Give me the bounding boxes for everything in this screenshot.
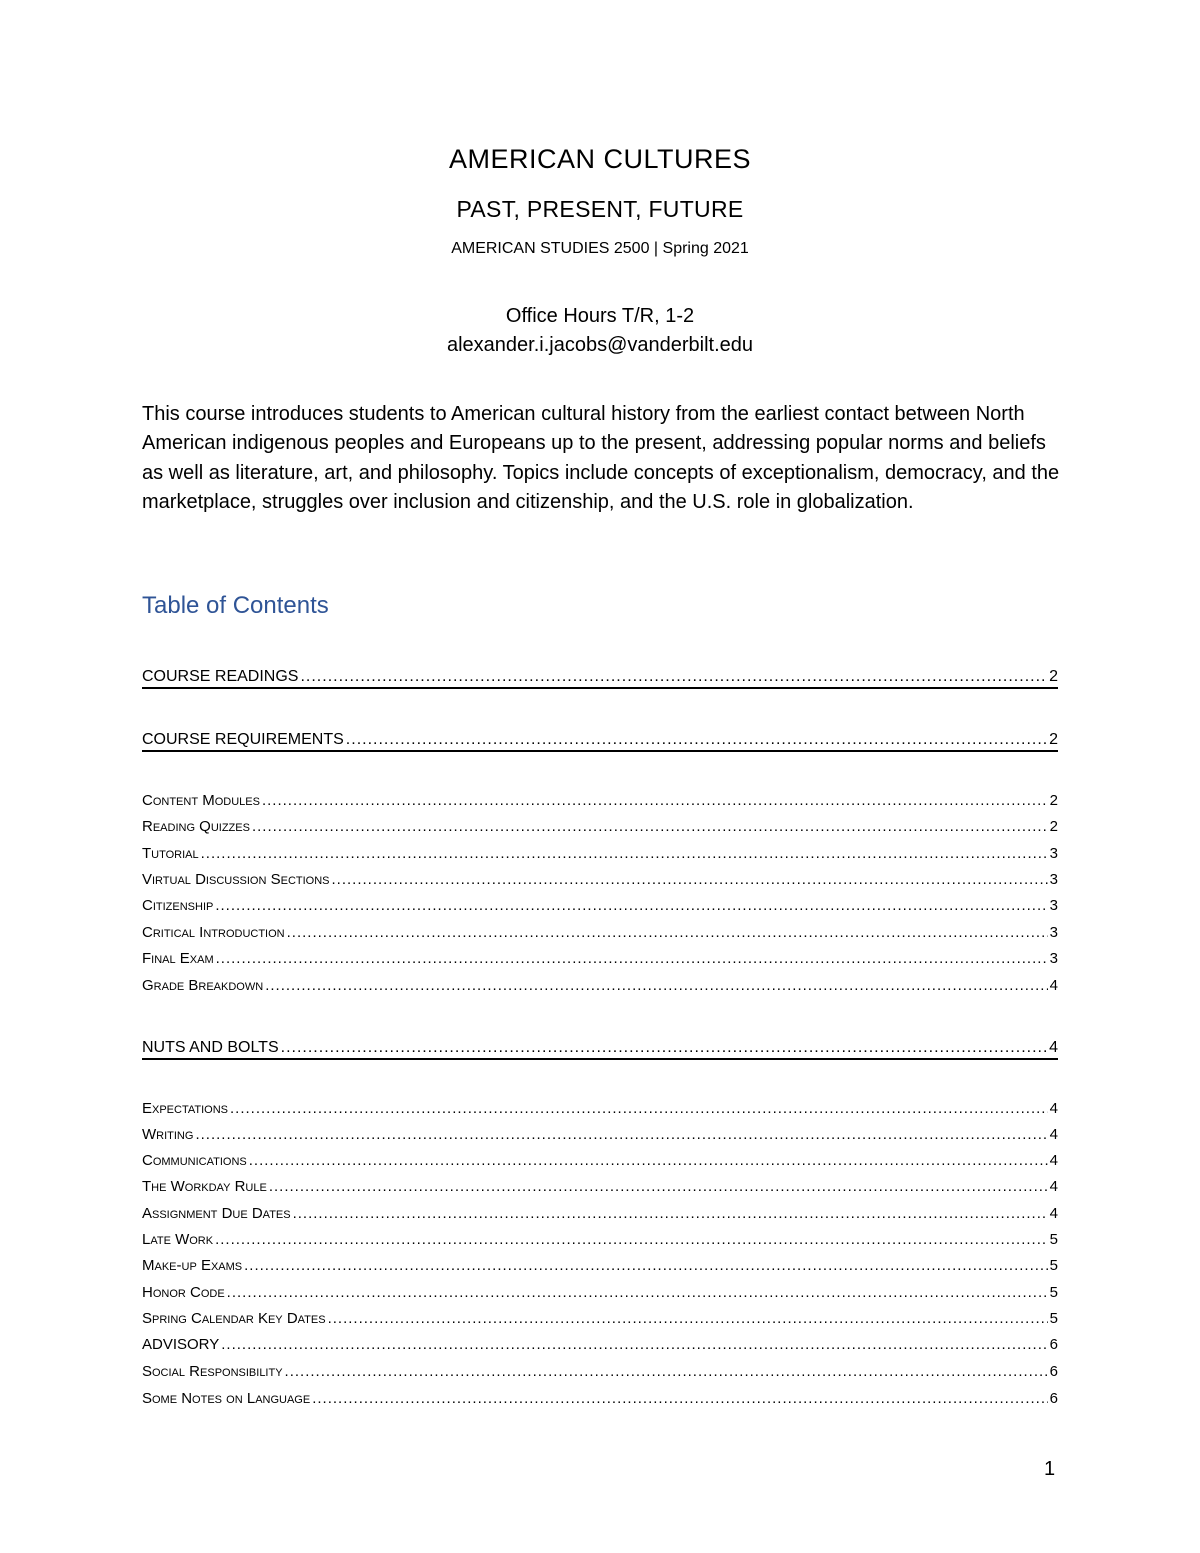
toc-entry-title: COURSE REQUIREMENTS xyxy=(142,731,344,748)
toc-entry[interactable] xyxy=(142,1310,1058,1327)
toc-entry-title: Assignment Due Dates xyxy=(142,1205,291,1222)
toc-entry[interactable] xyxy=(142,1126,1058,1143)
toc-entry-page: 2 xyxy=(1049,668,1058,685)
toc-leader-dots xyxy=(195,1126,1047,1143)
toc-entry-title: ADVISORY xyxy=(142,1336,220,1353)
course-line: AMERICAN STUDIES 2500 | Spring 2021 xyxy=(451,240,749,257)
toc-entry-page: 6 xyxy=(1049,1363,1058,1380)
toc-leader-dots xyxy=(244,1257,1048,1274)
toc-entry[interactable] xyxy=(142,731,1058,752)
toc-leader-dots xyxy=(252,818,1048,835)
toc-entry-title: Writing xyxy=(142,1126,194,1143)
toc-leader-dots xyxy=(312,1390,1047,1407)
toc-entry-page: 3 xyxy=(1049,924,1058,941)
toc-entry-title: Virtual Discussion Sections xyxy=(142,871,330,888)
toc-entry[interactable] xyxy=(142,1100,1058,1117)
toc-entry-page: 3 xyxy=(1049,871,1058,888)
toc-entry-title: Final Exam xyxy=(142,950,214,967)
toc-entry[interactable] xyxy=(142,818,1058,835)
toc-entry-title: Citizenship xyxy=(142,897,214,914)
toc-leader-dots xyxy=(285,1363,1048,1380)
toc-entry-page: 2 xyxy=(1049,792,1058,809)
toc-entry-title: Expectations xyxy=(142,1100,228,1117)
toc-entry[interactable] xyxy=(142,845,1058,862)
toc-entry-title: Late Work xyxy=(142,1231,214,1248)
toc-entry[interactable] xyxy=(142,1039,1058,1060)
toc-entry[interactable] xyxy=(142,1336,1058,1353)
toc-entry-page: 5 xyxy=(1049,1231,1058,1248)
toc-leader-dots xyxy=(201,845,1048,862)
toc-entry-page: 4 xyxy=(1049,1178,1058,1195)
toc-entry-page: 6 xyxy=(1049,1336,1058,1353)
toc-entry-title: Some Notes on Language xyxy=(142,1390,311,1407)
toc-leader-dots xyxy=(230,1100,1048,1117)
toc-entry-page: 3 xyxy=(1049,950,1058,967)
toc-entry[interactable] xyxy=(142,977,1058,994)
document-subtitle: PAST, PRESENT, FUTURE xyxy=(456,196,744,222)
toc-leader-dots xyxy=(269,1178,1048,1195)
toc-entry-page: 4 xyxy=(1049,1100,1058,1117)
toc-entry-page: 6 xyxy=(1049,1390,1058,1407)
page-number: 1 xyxy=(1044,1458,1056,1480)
toc-entry-page: 5 xyxy=(1049,1284,1058,1301)
toc-entry-title: Reading Quizzes xyxy=(142,818,250,835)
toc-leader-dots xyxy=(332,871,1048,888)
toc-leader-dots xyxy=(221,1336,1047,1353)
toc-entry-title: Make-up Exams xyxy=(142,1257,243,1274)
toc-entry[interactable] xyxy=(142,897,1058,914)
toc-entry[interactable] xyxy=(142,950,1058,967)
toc-entry-title: NUTS AND BOLTS xyxy=(142,1039,279,1056)
toc-entry-page: 4 xyxy=(1049,977,1058,994)
toc-entry-title: Communications xyxy=(142,1152,247,1169)
course-description: This course introduces students to American cultural history from the earliest contact between North American indigenous peoples and Europeans up to the present, addressing popular norms and beliefs as well as literature, art, and philosophy. Topics include concepts of exceptionalism, democracy, and the marketplace, struggles over inclusion and citizenship, and the U.S. role in globalization. xyxy=(142,403,1060,513)
toc-entry-title: Grade Breakdown xyxy=(142,977,264,994)
toc-leader-dots xyxy=(215,1231,1048,1248)
toc-entry[interactable] xyxy=(142,1205,1058,1222)
document-title: AMERICAN CULTURES xyxy=(448,144,752,174)
toc-entry-page: 5 xyxy=(1049,1257,1058,1274)
toc-leader-dots xyxy=(265,977,1047,994)
toc-leader-dots xyxy=(215,897,1047,914)
toc-entry-page: 2 xyxy=(1049,731,1058,748)
toc-leader-dots xyxy=(249,1152,1048,1169)
toc-leader-dots xyxy=(281,1039,1047,1057)
toc-leader-dots xyxy=(227,1284,1048,1301)
toc-entry-title: The Workday Rule xyxy=(142,1178,267,1195)
toc-entry-page: 4 xyxy=(1049,1152,1058,1169)
toc-entry-title: Social Responsibility xyxy=(142,1363,283,1380)
toc-leader-dots xyxy=(262,792,1048,809)
toc-entry-title: Honor Code xyxy=(142,1284,225,1301)
toc-entry-page: 3 xyxy=(1049,845,1058,862)
toc-entry-title: Content Modules xyxy=(142,792,260,809)
toc-heading: Table of Contents xyxy=(142,592,329,619)
toc-entry[interactable] xyxy=(142,871,1058,888)
toc-entry-title: Tutorial xyxy=(142,845,199,862)
toc-entry[interactable] xyxy=(142,1152,1058,1169)
toc-leader-dots xyxy=(216,950,1048,967)
toc-entry[interactable] xyxy=(142,1231,1058,1248)
toc-entry-page: 4 xyxy=(1049,1205,1058,1222)
toc-entry-title: COURSE READINGS xyxy=(142,668,299,685)
toc-entry[interactable] xyxy=(142,1390,1058,1407)
toc-leader-dots xyxy=(293,1205,1048,1222)
toc-entry-page: 4 xyxy=(1049,1039,1058,1056)
toc-entry[interactable] xyxy=(142,1257,1058,1274)
toc-entry[interactable] xyxy=(142,1284,1058,1301)
toc-leader-dots xyxy=(328,1310,1048,1327)
toc-entry[interactable] xyxy=(142,1178,1058,1195)
toc-entry[interactable] xyxy=(142,668,1058,689)
toc-entry-page: 4 xyxy=(1049,1126,1058,1143)
toc-entry-title: Spring Calendar Key Dates xyxy=(142,1310,326,1327)
instructor-email[interactable]: alexander.i.jacobs@vanderbilt.edu xyxy=(446,334,754,356)
toc-entry[interactable] xyxy=(142,792,1058,809)
toc-entry-title: Critical Introduction xyxy=(142,924,285,941)
toc-entry-page: 3 xyxy=(1049,897,1058,914)
toc-entry[interactable] xyxy=(142,1363,1058,1380)
office-hours: Office Hours T/R, 1-2 xyxy=(505,305,695,327)
toc-leader-dots xyxy=(346,731,1047,749)
toc-leader-dots xyxy=(287,924,1048,941)
toc-entry-page: 2 xyxy=(1049,818,1058,835)
toc-entry-page: 5 xyxy=(1049,1310,1058,1327)
toc-leader-dots xyxy=(300,668,1047,686)
toc-entry[interactable] xyxy=(142,924,1058,941)
